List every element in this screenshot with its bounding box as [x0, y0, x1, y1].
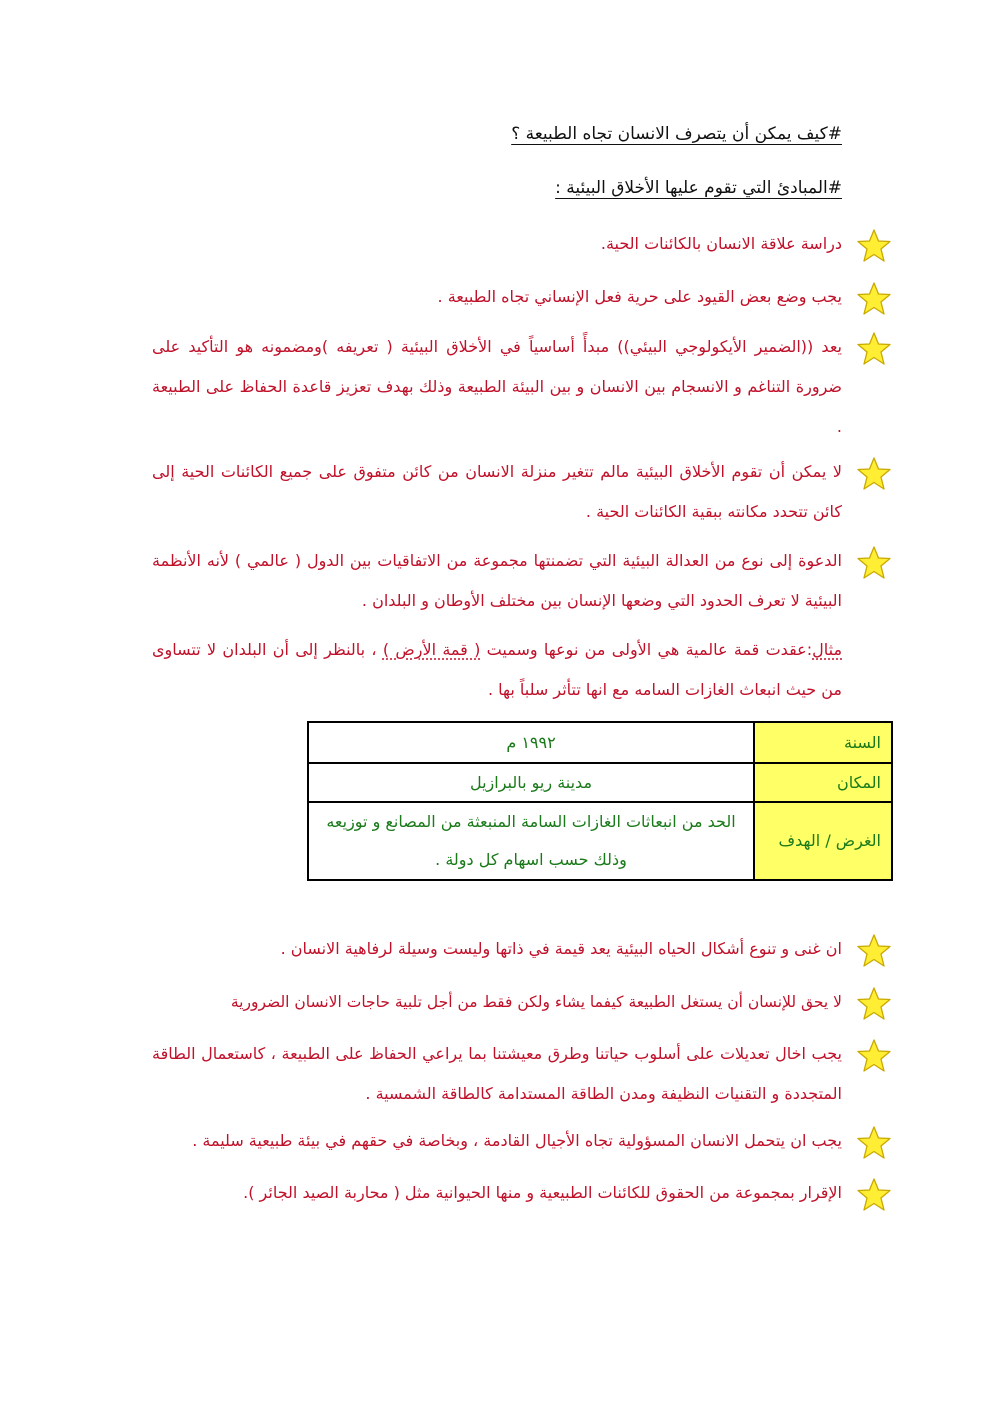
table-value-place: مدينة ريو بالبرازيل [308, 763, 754, 802]
star-icon [856, 545, 892, 581]
example-text-part2: ، بالنظر إلى أن البلدان لا تتساوى من حيث انبعاث الغازات السامه مع انها تتأثر سلباً بها . [152, 640, 842, 699]
summit-info-table [307, 721, 893, 881]
table-row [308, 722, 892, 763]
bullet-item [152, 982, 892, 1022]
example-paragraph [152, 630, 842, 710]
bullet-item [152, 1034, 892, 1114]
star-icon [856, 331, 892, 367]
bullet-text: يجب اخال تعديلات على أسلوب حياتنا وطرق معيشتنا بما يراعي الحفاظ على الطبيعة ، كاستعمال الطاقة المتجددة و التقنيات النظيفة ومدن الطاقة المستدامة كالطاقة الشمسية . [152, 1044, 842, 1103]
bullet-text: دراسة علاقة الانسان بالكائنات الحية. [600, 234, 842, 253]
example-summit-name: ( قمة الأرض ) [382, 640, 481, 659]
star-icon [856, 986, 892, 1022]
star-icon [856, 281, 892, 317]
example-text-part1: :عقدت قمة عالمية هي الأولى من نوعها وسميت [480, 640, 813, 659]
table-label-year: السنة [754, 722, 892, 763]
bullet-text: يعد ((الضمير الأيكولوجي البيئي)) مبدأً أساسياً في الأخلاق البيئية ( تعريفه )ومضمونه هو التأكيد على ضرورة التناغم و الانسجام بين الانسان و بين البيئة الطبيعة وذلك بهدف تعزيز قاعدة الحفاظ على الطبيعة . [152, 337, 842, 436]
bullet-item [152, 452, 892, 532]
bullet-item [152, 929, 892, 969]
table-label-place: المكان [754, 763, 892, 802]
bullet-text: الدعوة إلى نوع من العدالة البيئية التي تضمنتها مجموعة من الاتفاقيات بين الدول ( عالمي ) لأنه الأنظمة البيئية لا تعرف الحدود التي وضعها الإنسان بين مختلف الأوطان و البلدان . [152, 551, 842, 610]
bullet-text: لا يمكن أن تقوم الأخلاق البيئية مالم تتغير منزلة الانسان من كائن متفوق على جميع الكائنات الحية إلى كائن تتحدد مكانته ببقية الكائنات الحية . [152, 462, 842, 521]
table-value-year: ١٩٩٢ م [308, 722, 754, 763]
bullet-text: يجب ان يتحمل الانسان المسؤولية تجاه الأجيال القادمة ، وبخاصة في حقهم في بيئة طبيعية سليمة . [192, 1131, 842, 1150]
table-row [308, 802, 892, 880]
star-icon [856, 228, 892, 264]
example-label: مثال [812, 640, 843, 659]
table-label-purpose: الغرض / الهدف [754, 802, 892, 880]
bullet-text: ان غنى و تنوع أشكال الحياه البيئية يعد قيمة في ذاتها وليست وسيلة لرفاهية الانسان . [280, 939, 842, 958]
table-value-purpose: الحد من انبعاثات الغازات السامة المنبعثة من المصانع و توزيعه وذلك حسب اسهام كل دولة . [308, 802, 754, 880]
bullet-item [152, 224, 892, 264]
heading-principles: #المبادئ التي تقوم عليها الأخلاق البيئية : [555, 178, 842, 198]
bullet-item [152, 327, 892, 447]
bullet-text: لا يحق للإنسان أن يستغل الطبيعة كيفما يشاء ولكن فقط من أجل تلبية حاجات الانسان الضرورية [230, 993, 842, 1011]
star-icon [856, 1038, 892, 1074]
star-icon [856, 933, 892, 969]
bullet-text: الإقرار بمجموعة من الحقوق للكائنات الطبيعية و منها الحيوانية مثل ( محاربة الصيد الجائر ). [243, 1183, 842, 1202]
bullet-item [152, 277, 892, 317]
star-icon [856, 456, 892, 492]
star-icon [856, 1177, 892, 1213]
star-icon [856, 1125, 892, 1161]
heading-question: #كيف يمكن أن يتصرف الانسان تجاه الطبيعة ؟ [511, 124, 842, 144]
table-row [308, 763, 892, 802]
bullet-item [152, 1173, 892, 1213]
bullet-item [152, 1121, 892, 1161]
bullet-text: يجب وضع بعض القيود على حرية فعل الإنساني تجاه الطبيعة . [437, 287, 842, 306]
bullet-item [152, 541, 892, 621]
